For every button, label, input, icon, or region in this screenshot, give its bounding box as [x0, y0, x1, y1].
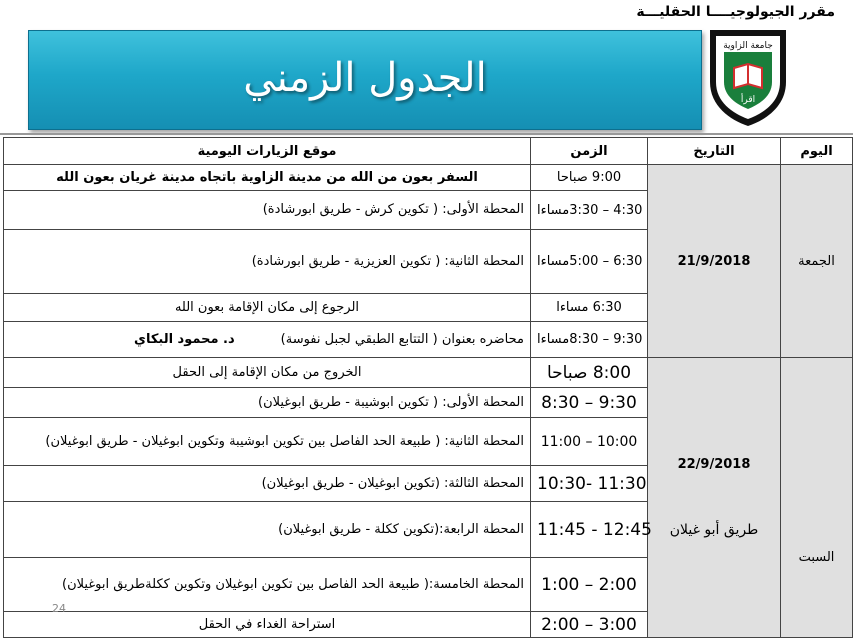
logo-bottom-text: اقرأ	[740, 95, 756, 105]
header-divider	[0, 133, 853, 135]
activity-cell: المحطة الثانية: ( طبيعة الحد الفاصل بين تكوين ابوشيبة وتكوين ابوغيلان - طريق ابوغيلان)	[4, 418, 531, 466]
activity-cell: المحطة الثانية: ( تكوين العزيزية - طريق ابورشادة)	[4, 230, 531, 294]
header-time: الزمن	[531, 138, 648, 165]
lecture-title: محاضره بعنوان ( التتابع الطبقي لجبل نفوسة)	[280, 331, 524, 347]
activity-cell: المحطة الأولى: ( تكوين كرش - طريق ابورشادة)	[4, 191, 531, 230]
logo-top-text: جامعة الزاوية	[723, 41, 773, 51]
table-row	[4, 165, 853, 191]
title-banner	[28, 30, 702, 130]
activity-cell: السفر بعون من الله من مدينة الزاوية باتجاه مدينة غريان بعون الله	[4, 165, 531, 191]
route-name: طريق أبو غيلان	[669, 522, 759, 538]
activity-cell: المحطة الرابعة:(تكوين ككلة - طريق ابوغيلان)	[4, 502, 531, 558]
activity-cell	[4, 322, 531, 358]
time-cell: 4:30 – 3:30مساءا	[531, 191, 648, 230]
time-cell: 9:00 صباحا	[531, 165, 648, 191]
time-cell: 1:00 – 2:00	[531, 558, 648, 612]
header-day: اليوم	[781, 138, 853, 165]
time-cell: 11:00 – 10:00	[531, 418, 648, 466]
page-number: 24	[52, 602, 66, 615]
header-date: التاريخ	[648, 138, 781, 165]
lecturer-name: د. محمود البكاي	[134, 331, 235, 347]
date-saturday	[648, 358, 781, 638]
table-header-row	[4, 138, 853, 165]
time-cell: 6:30 – 5:00مساءا	[531, 230, 648, 294]
page-title: الجدول الزمني	[243, 55, 487, 101]
date-friday: 21/9/2018	[648, 165, 781, 358]
table-row	[4, 358, 853, 388]
date-saturday-value: 22/9/2018	[677, 457, 751, 472]
time-cell: 9:30 – 8:30مساءا	[531, 322, 648, 358]
time-cell: 8:00 صباحا	[531, 358, 648, 388]
time-cell: 2:00 – 3:00	[531, 612, 648, 638]
day-saturday: السبت	[781, 358, 853, 638]
time-cell: 11:45 - 12:45	[531, 502, 648, 558]
course-title: مقرر الجيولوجيــــا الحقليـــة	[636, 4, 835, 20]
day-friday: الجمعة	[781, 165, 853, 358]
activity-cell: المحطة الأولى: ( تكوين ابوشيبة - طريق ابوغيلان)	[4, 388, 531, 418]
activity-cell: المحطة الثالثة: (تكوين ابوغيلان - طريق ابوغيلان)	[4, 466, 531, 502]
schedule-table	[3, 137, 853, 638]
time-cell: 8:30 – 9:30	[531, 388, 648, 418]
activity-cell: المحطة الخامسة:( طبيعة الحد الفاصل بين تكوين ابوغيلان وتكوين ككلةطريق ابوغيلان)	[4, 558, 531, 612]
time-cell: 10:30- 11:30	[531, 466, 648, 502]
activity-cell: الخروج من مكان الإقامة إلى الحقل	[4, 358, 531, 388]
university-logo	[706, 24, 790, 128]
activity-cell: استراحة الغداء في الحقل	[4, 612, 531, 638]
activity-cell: الرجوع إلى مكان الإقامة بعون الله	[4, 294, 531, 322]
header-site: موقع الزيارات اليومية	[4, 138, 531, 165]
time-cell: 6:30 مساءا	[531, 294, 648, 322]
